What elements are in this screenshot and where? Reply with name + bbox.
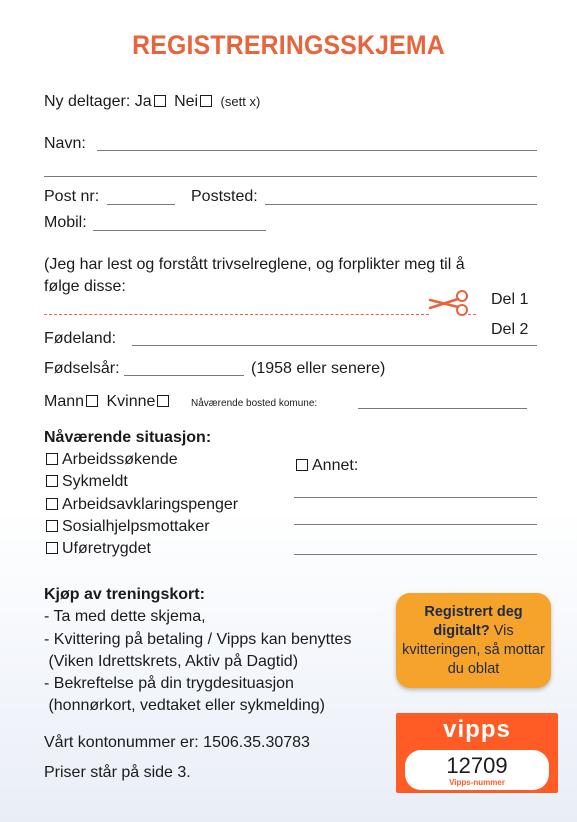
residence-field[interactable] (358, 408, 527, 409)
birth-year-note: (1958 eller senere) (251, 360, 386, 377)
callout-bold: Registrert deg digitalt? (424, 604, 523, 639)
situation-option-label: Uføretrygdet (62, 540, 151, 557)
prices-note: Priser står på side 3. (44, 764, 191, 781)
name-field[interactable] (97, 150, 537, 151)
yes-checkbox[interactable] (154, 95, 166, 107)
vipps-box (396, 713, 558, 793)
part2-label: Del 2 (491, 321, 529, 338)
mobile-field[interactable] (93, 230, 266, 231)
situation-option-label: Arbeidssøkende (62, 451, 178, 468)
cut-line-end (468, 314, 476, 315)
other-field-line1[interactable] (294, 497, 537, 498)
agreement-line2: følge disse: (44, 278, 126, 295)
form-title: REGISTRERINGSSKJEMA (132, 30, 445, 60)
purchase-line: (Viken Idrettskrets, Aktiv på Dagtid) (44, 653, 299, 670)
female-label: Kvinne (106, 393, 156, 410)
no-checkbox[interactable] (200, 95, 212, 107)
male-label: Mann (44, 393, 85, 410)
other-field-line3[interactable] (294, 554, 537, 555)
city-label: Poststed: (191, 188, 258, 205)
new-participant-row (44, 93, 260, 111)
other-checkbox[interactable] (296, 459, 308, 471)
purchase-line: (honnørkort, vedtaket eller sykmelding) (44, 697, 325, 714)
digital-registration-callout (396, 593, 551, 688)
situation-option[interactable] (44, 496, 238, 514)
purchase-heading: Kjøp av treningskort: (44, 586, 205, 603)
situation-checkbox[interactable] (46, 498, 58, 510)
account-number: Vårt kontonummer er: 1506.35.30783 (44, 734, 310, 751)
situation-option-label: Sykmeldt (62, 473, 128, 490)
situation-checkbox[interactable] (46, 520, 58, 532)
agreement-line1: (Jeg har lest og forstått trivselreglene, og forplikter meg til å (44, 256, 465, 273)
new-participant-label: Ny deltager: (44, 93, 131, 110)
callout-text: Vis kvitteringen, så mottar du oblat (402, 623, 545, 677)
gender-row (44, 393, 173, 411)
female-checkbox[interactable] (157, 395, 169, 407)
situation-checkbox[interactable] (46, 453, 58, 465)
country-label: Fødeland: (44, 330, 117, 347)
postcode-field[interactable] (107, 204, 175, 205)
postcode-label: Post nr: (44, 188, 100, 205)
purchase-line: - Ta med dette skjema, (44, 608, 206, 625)
mobile-label: Mobil: (44, 214, 87, 231)
other-option[interactable] (294, 457, 358, 475)
vipps-logo: vipps (443, 716, 511, 743)
no-label: Nei (174, 93, 199, 110)
country-field[interactable] (132, 345, 537, 346)
situation-option[interactable] (44, 473, 128, 491)
situation-option-label: Sosialhjelpsmottaker (62, 518, 210, 535)
vipps-caption: Vipps-nummer (449, 778, 505, 787)
vipps-number: 12709 (446, 753, 508, 778)
name-label: Navn: (44, 135, 86, 152)
hint-text: (sett x) (220, 94, 261, 109)
residence-label: Nåværende bosted komune: (191, 398, 318, 409)
cut-line (44, 314, 429, 315)
situation-checkbox[interactable] (46, 475, 58, 487)
male-checkbox[interactable] (86, 395, 98, 407)
birth-year-field[interactable] (124, 375, 244, 376)
situation-heading: Nåværende situasjon: (44, 429, 212, 446)
scissors-icon (428, 288, 472, 318)
yes-label: Ja (134, 93, 152, 110)
other-label: Annet: (312, 457, 359, 474)
vipps-number-pill (405, 750, 549, 790)
purchase-line: - Kvittering på betaling / Vipps kan benyttes (44, 631, 352, 648)
other-field-line2[interactable] (294, 524, 537, 525)
name-field-line2[interactable] (44, 176, 537, 177)
situation-checkbox[interactable] (46, 542, 58, 554)
part1-label: Del 1 (491, 291, 529, 308)
situation-option[interactable] (44, 540, 151, 558)
birth-year-label: Fødselsår: (44, 360, 120, 377)
purchase-line: - Bekreftelse på din trygdesituasjon (44, 675, 294, 692)
situation-option[interactable] (44, 451, 178, 469)
situation-option-label: Arbeidsavklaringspenger (62, 496, 239, 513)
situation-option[interactable] (44, 518, 210, 536)
city-field[interactable] (265, 204, 537, 205)
